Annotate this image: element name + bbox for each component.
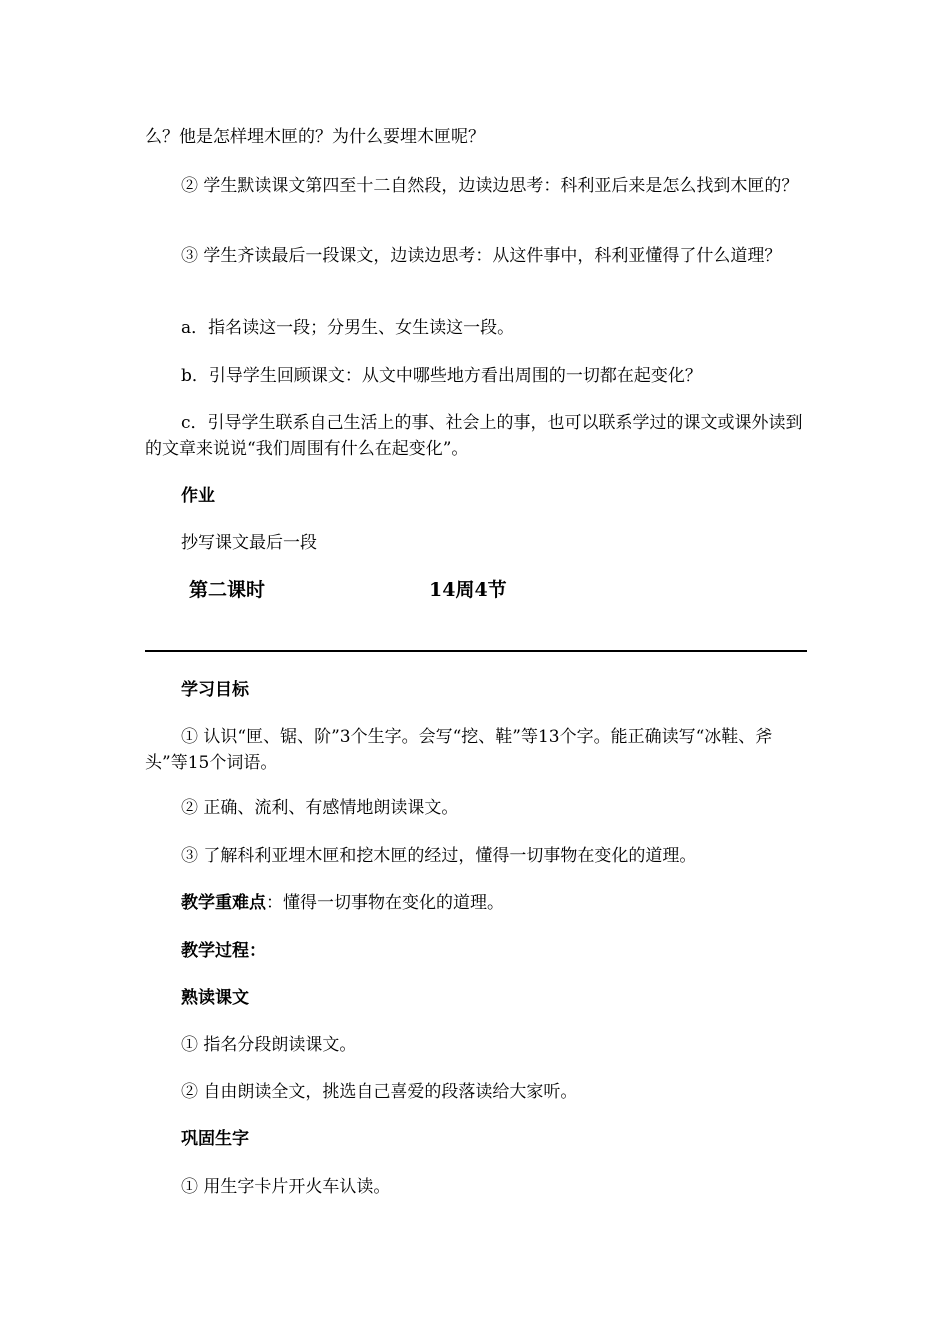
paragraph-step-2: ② 学生默读课文第四至十二自然段，边读边思考：科利亚后来是怎么找到木匣的？ <box>181 176 799 196</box>
paragraph-step-3: ③ 学生齐读最后一段课文，边读边思考：从这件事中，科利亚懂得了什么道理？ <box>181 246 782 266</box>
section-read-item-2: ② 自由朗读全文，挑选自己喜爱的段落读给大家听。 <box>181 1082 578 1102</box>
paragraph-item-b: b．引导学生回顾课文：从文中哪些地方看出周围的一切都在起变化？ <box>181 366 702 386</box>
objectives-heading: 学习目标 <box>181 680 249 700</box>
objective-1: ① 认识“匣、锯、阶”3个生字。会写“挖、鞋”等13个字。能正确读写“冰鞋、斧头”等15个词语。 <box>145 727 773 773</box>
paragraph-item-a: a．指名读这一段；分男生、女生读这一段。 <box>181 318 515 338</box>
horizontal-rule <box>145 650 807 652</box>
key-point-text: ：懂得一切事物在变化的道理。 <box>266 893 504 913</box>
key-point-label: 教学重难点 <box>181 893 266 913</box>
lesson-title: 第二课时 <box>189 579 266 601</box>
section-chars-heading: 巩固生字 <box>181 1129 249 1149</box>
homework-heading: 作业 <box>181 486 215 506</box>
paragraph-item-c: c．引导学生联系自己生活上的事、社会上的事，也可以联系学过的课文或课外读到的文章来说说“我们周围有什么在起变化”。 <box>145 413 803 459</box>
process-heading: 教学过程： <box>181 941 266 961</box>
objective-2: ② 正确、流利、有感情地朗读课文。 <box>181 798 459 818</box>
section-read-heading: 熟读课文 <box>181 988 249 1008</box>
key-point <box>145 890 807 916</box>
paragraph-continuation: 么？他是怎样埋木匣的？为什么要埋木匣呢？ <box>145 127 485 147</box>
objective-3: ③ 了解科利亚埋木匣和挖木匣的经过，懂得一切事物在变化的道理。 <box>181 846 697 866</box>
homework-text: 抄写课文最后一段 <box>181 533 317 553</box>
lesson-schedule: 14周4节 <box>429 579 507 601</box>
section-read-item-1: ① 指名分段朗读课文。 <box>181 1035 357 1055</box>
section-chars-item-1: ① 用生字卡片开火车认读。 <box>181 1177 391 1197</box>
